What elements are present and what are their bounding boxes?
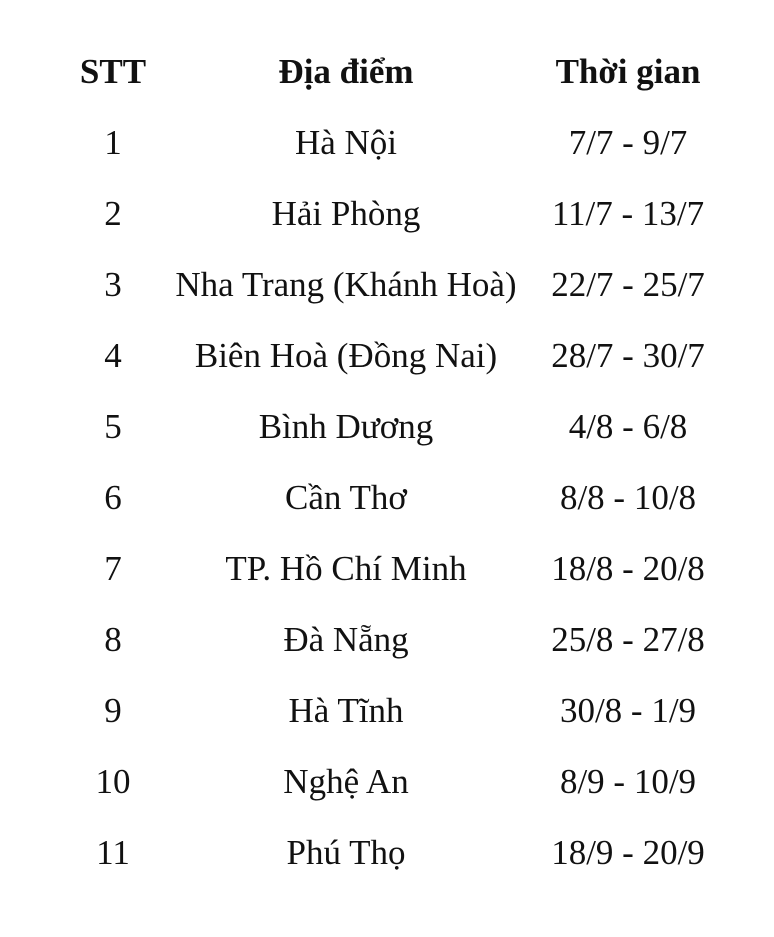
table-row — [0, 255, 774, 315]
row-time: 7/7 - 9/7 — [568, 123, 688, 162]
table-row — [0, 113, 774, 173]
table-row — [0, 468, 774, 528]
row-time: 11/7 - 13/7 — [551, 194, 705, 233]
row-stt: 5 — [104, 407, 122, 446]
row-stt: 10 — [95, 762, 131, 801]
row-time: 25/8 - 27/8 — [551, 620, 705, 659]
table-row — [0, 823, 774, 883]
row-time: 8/9 - 10/9 — [559, 762, 697, 801]
row-location: Cần Thơ — [285, 478, 407, 517]
row-location: Hà Nội — [294, 123, 398, 162]
row-location: Biên Hoà (Đồng Nai) — [194, 336, 498, 375]
row-time: 18/8 - 20/8 — [551, 549, 705, 588]
row-location: Hải Phòng — [271, 194, 421, 233]
row-stt: 7 — [104, 549, 122, 588]
table-row — [0, 539, 774, 599]
row-location: Nghệ An — [283, 762, 409, 801]
row-location: Bình Dương — [258, 407, 434, 446]
row-location: Phú Thọ — [286, 833, 406, 872]
table-row — [0, 681, 774, 741]
row-stt: 1 — [104, 123, 122, 162]
row-time: 8/8 - 10/8 — [559, 478, 697, 517]
row-time: 30/8 - 1/9 — [559, 691, 697, 730]
table-header-row — [0, 42, 774, 102]
row-location: Nha Trang (Khánh Hoà) — [175, 265, 517, 304]
table-row — [0, 752, 774, 812]
header-location: Địa điểm — [278, 52, 414, 91]
row-stt: 9 — [104, 691, 122, 730]
row-time: 4/8 - 6/8 — [568, 407, 688, 446]
table-row — [0, 184, 774, 244]
row-stt: 6 — [104, 478, 122, 517]
table-row — [0, 326, 774, 386]
table-row — [0, 397, 774, 457]
row-time: 28/7 - 30/7 — [551, 336, 705, 375]
row-location: Hà Tĩnh — [288, 691, 404, 730]
row-time: 18/9 - 20/9 — [551, 833, 705, 872]
row-stt: 3 — [104, 265, 122, 304]
row-stt: 2 — [104, 194, 122, 233]
table-row — [0, 610, 774, 670]
row-stt: 8 — [104, 620, 122, 659]
row-stt: 4 — [104, 336, 122, 375]
row-location: TP. Hồ Chí Minh — [225, 549, 467, 588]
header-time: Thời gian — [555, 52, 701, 91]
header-stt: STT — [79, 52, 147, 91]
row-location: Đà Nẵng — [283, 620, 409, 659]
row-stt: 11 — [96, 833, 130, 872]
row-time: 22/7 - 25/7 — [551, 265, 705, 304]
